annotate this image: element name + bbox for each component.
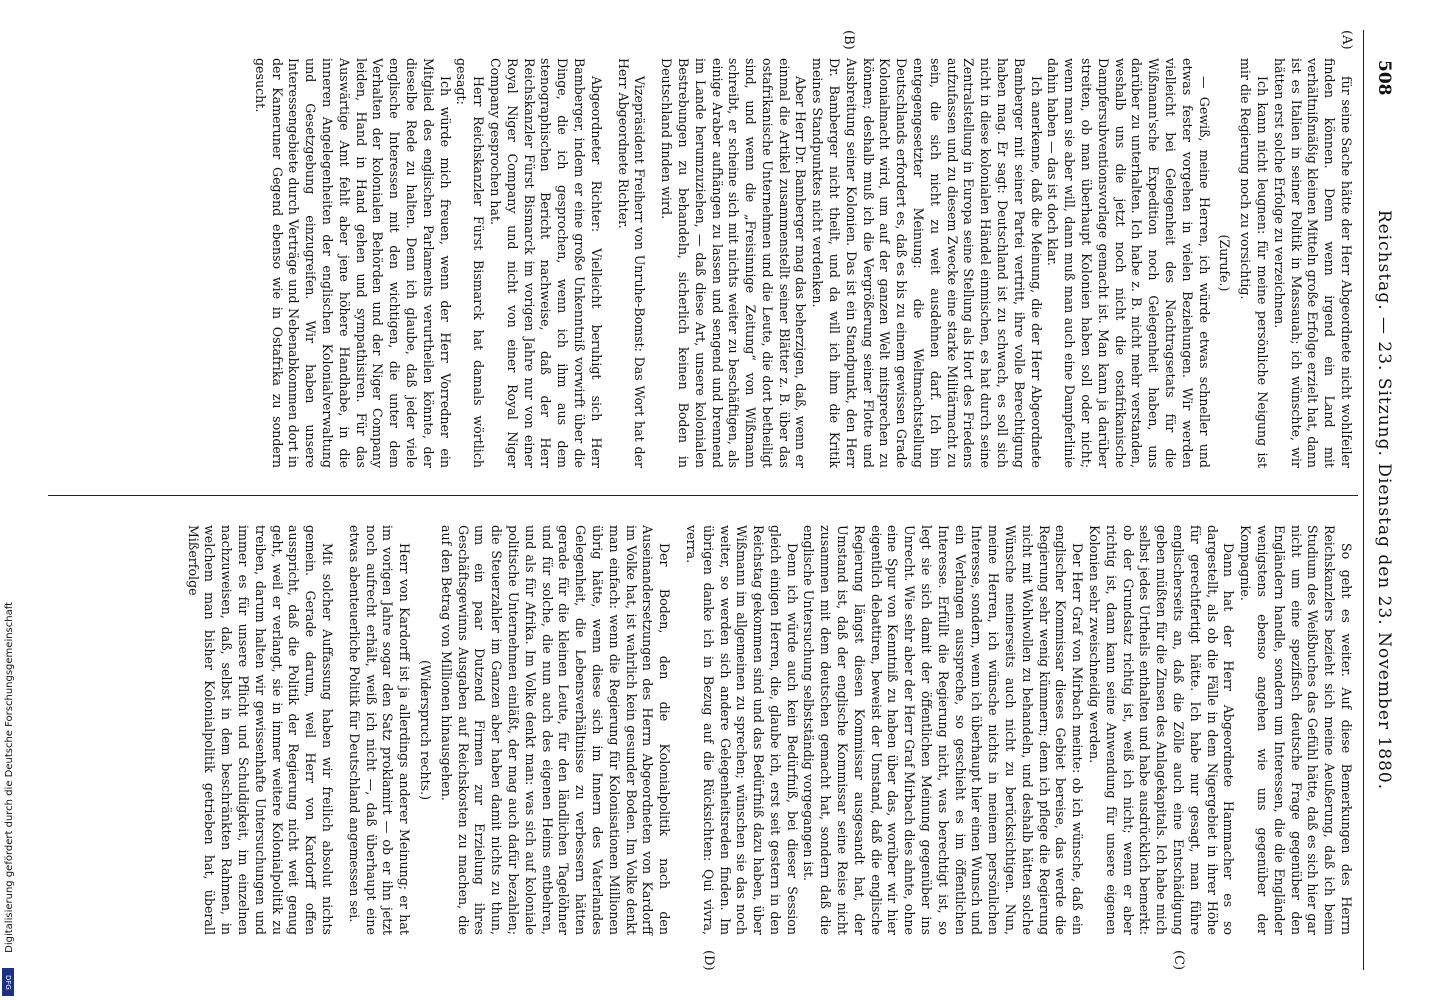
margin-marker-c: (C) (1171, 950, 1186, 971)
left-column-paragraph: Aber Herr Dr. Bamberger mag das beherzigen, daß, wenn er einmal die Artikel zusammenstellt seiner Blätter z. B. über das ostafrikanische Unternehmen und die Leute, die dort betheiligt sind, und wenn die „Freisinnige Zeitung“ von Wißmann schreibt, er scheine sich mit nichts weiter zu beschäftigen, als einige Araber aufhängen zu lassen und sengend und brennend im Lande herumzuziehen, — daß diese Art, unsere kolonialen Bestrebungen zu behandeln, sicherlich keinen Boden in Deutschland finden wird. (659, 58, 809, 468)
left-column-paragraph: (Zurufe.) (1217, 234, 1233, 292)
digitization-note: Digitalisierung gefördert durch die Deutsche Forschungsgemeinschaft (4, 602, 15, 953)
right-column-paragraph: So geht es weiter. Auf diese Bemerkungen des Herrn Reichskanzlers bezieht sich meine Aeußerung, daß ich beim Studium des Weißbuches das Gefühl hätte, daß es sich hier gar nicht um eine spezifisch deutsche Frage gegenüber den Engländern handle, sondern um Interessen, die die Engländer wenigstens ebenso angehen wie uns gegenüber der Kompagnie. (1238, 525, 1354, 935)
left-column-paragraph: Vizepräsident Freiherr von Unruhe-Bomst: Das Wort hat der Herr Abgeordnete Richter. (615, 58, 648, 468)
right-column (184, 525, 1354, 935)
page-title: Reichstag. — 23. Sitzung. Dienstag den 23. November 1880. (1374, 209, 1394, 791)
right-column-paragraph: Der Herr Graf von Mirbach meinte: ob ich wünsche, daß ein englischer Kommissar dieses Gebiet bereise, das werde die Regierung sehr wenig kümmern; denn ich pflege die Regierung nicht mit Wohlwollen zu behandeln, und deshalb hätten solche Wünsche meinerseits auch nicht zu berücksichtigen. Nun, meine Herren, ich wünsche nichts in meinem persönlichen Interesse, sondern, wenn ich überhaupt hier einen Wunsch und ein Verlangen ausspreche, so geschieht es im öffentlichen Interesse. Erfüllt die Regierung nicht, was berechtigt ist, so legt sie sich damit der öffentlichen Meinung gegenüber ins Unrecht. Wie sehr aber der Herr Graf Mirbach dies ahnte, ohne eine Spur von Kenntniß zu haben über das, worüber wir hier eigentlich debattiren, beweist der Umstand, daß die englische Regierung längst diesen Kommissar ausgesandt hat, der Umstand ist, daß der englische Kommissar seine Reise nicht zusammen mit dem deutschen gemacht hat, sondern daß die englische Untersuchung selbstständig vorgegangen ist. (801, 525, 1086, 935)
right-column-paragraph: (Widerspruch rechts.) (417, 659, 433, 801)
right-column-paragraph: Denn ich würde auch kein Bedürfniß, bei dieser Session gleich einigen Herren, die, glaube ich, erst seit gestern in den Reichstag gekommen sind und das Bedürfniß dazu haben, über Wißmann im allgemeinen zu sprechen; wünschen sie das noch weiter, so werden sich andere Gelegenheitsreden finden. Im übrigen danke ich in Bezug auf die Rücksichten: Qui vivra, verra. (683, 525, 800, 935)
left-column-paragraph: Herr Reichskanzler Fürst Bismarck hat damals wörtlich gesagt: (454, 58, 487, 468)
margin-marker-d: (D) (701, 950, 716, 971)
right-column-paragraph: Dann hat der Herr Abgeordnete Hammacher es so dargestellt, als ob die Fälle in dem Nigergebiet in ihrer Höhe für gerechtfertigt hätte. Ich habe nur gesagt, man führe englischerseits an, daß die Zölle auch eine Entschädigung geben müßten für die Zinsen des Anlagekapitals. Ich habe mich selbst jedes Urtheils enthalten und habe ausdrücklich bemerkt: ob der Grundsatz richtig ist, weiß ich nicht; wenn er aber richtig ist, dann kann seine Anwendung für unsere eigenen Kolonien sehr zweischneidig werden. (1087, 525, 1237, 935)
left-column-paragraph: Ich kann nicht leugnen: für meine persönliche Neigung ist mir die Regierung noch zu vorsichtig. (1238, 58, 1271, 468)
right-column-paragraph: Der Boden, den die Kolonialpolitik nach den Auseinandersetzungen des Herrn Abgeordneten von Kardorff im Volke hat, ist wahrlich kein gesunder Boden. Im Volke denkt man einfach: wenn die Regierung für Kolonisationen Millionen übrig hätte, wenn diese sich im Innern des Vaterlandes Gelegenheit, die Lebensverhältnisse zu verbessern hätten gerade für die kleinen Leute, für den ländlichen Tagelöhner und für solche, die nun auch des eigenen Heims entbehren, und als für Afrika. Im Volke denkt man: was sich auf koloniale politische Unternehmen einläßt, der mag auch dafür bezahlen; die Steuerzahler im Ganzen aber haben damit nichts zu thun, um ein paar Dutzend Firmen zur Erzielung ihres Geschäftsgewinns Ausgaben auf Reichskosten zu machen, die auf den Betrag von Millionen hinausgehen. (438, 525, 673, 935)
left-column-paragraph: Ich anerkenne, daß die Meinung, die der Herr Abgeordnete Bamberger mit seiner Partei vertritt, ihre volle Berechtigung haben mag. Er sagt: Deutschland ist zu schwach, es soll sich nicht in diese kolonialen Händel einmischen, es hat durch seine Zentralstellung in Europa seine Stellung als Hort des Friedens aufzufassen und zu diesem Zwecke eine starke Militärmacht zu sein, die sich nicht zu weit ausdehnen darf. Ich bin entgegengesetzter Meinung: die Weltmachtstellung Deutschlands erfordert es, daß es bis zu einem gewissen Grade Kolonialmacht wird, um auf der ganzen Welt mitsprechen zu können; deshalb muß ich die Vergrößerung seiner Flotte und Ausbreitung seiner Kolonien. Das ist ein Standpunkt, den Herr Dr. Bamberger nicht theilt, und da will ich ihm die Kritik meines Standpunktes nicht verdenken. (810, 58, 1044, 468)
document-page (16, 0, 1416, 1000)
header-rule (1363, 30, 1364, 970)
left-column-paragraph: Ich würde mich freuen, wenn der Herr Vorredner ein Mitglied des englischen Parlaments verurtheilen könnte, der dieselbe Rede zu halten. Denn ich glaube, daß jeder viele englische Interessen mit den wichtigen, die unter dem Verhalten der kolonialen Behörden und der Niger Company leiden, Hand in Hand gehen und sympathisiren. Für das Auswärtige Amt fehlt aber jene höhere Handhabe, in die inneren Angelegenheiten der englischen Kolonialverwaltung und Gesetzgebung einzugreifen. Wir haben unsere Interessengebiete durch Verträge und Nebenabkommen dort in der Kameruner Gegend ebenso wie in Ostafrika zu sondern gesucht. (252, 58, 453, 468)
right-column-paragraph: Mit solcher Auffassung haben wir freilich absolut nichts gemein. Gerade darum, weil Herr von Kardorff offen ausspricht, daß die Politik der Regierung nicht weit genug geht, weil er verlangt, sie in immer weitere Kolonialpolitik zu treiben, darum halten wir gewissenhafte Untersuchungen und immer es für unsere Pflicht und Schuldigkeit, im einzelnen nachzuweisen, daß, selbst in dem beschränkten Rahmen, in welchem man bisher Kolonialpolitik getrieben hat, überall Mißerfolge (185, 525, 335, 935)
right-column-paragraph: Herr von Kardorff ist ja allerdings anderer Meinung; er hat im vorigen Jahre sogar den Satz proklamirt — ob er ihn jetzt noch aufrecht erhält, weiß ich nicht —, daß überhaupt eine etwas abenteuerliche Politik für Deutschland angemessen sei. (346, 525, 413, 935)
left-column-paragraph: für seine Sache hätte der Herr Abgeordnete nicht wohlfeiler finden können. Denn wenn irgend ein Land mit verhältnißmäßig kleinen Mitteln große Erfolge erzielt hat, dann ist es Italien in seiner Politik in Massauah; ich wünschte, wir hätten erst solche Erfolge zu verzeichnen. (1271, 58, 1354, 468)
page-number: 508 (1374, 60, 1394, 96)
left-column (251, 58, 1354, 468)
dfg-logo: DFG (2, 968, 14, 996)
column-divider (48, 495, 1358, 496)
page-header (1364, 60, 1394, 940)
margin-marker-a: (A) (1339, 30, 1354, 50)
margin-marker-b: (B) (841, 30, 856, 50)
left-column-paragraph: — Gewiß, meine Herren, ich würde etwas schneller und etwas fester vorgehen in vielen Beziehungen. Wir werden vielleicht bei Gelegenheit des Nachtragsetats für die Wißmann'sche Expedition noch Gelegenheit haben, uns darüber zu unterhalten. Ich habe z. B. nicht mehr verstanden, weshalb uns die jetzt noch nicht die ostafrikanische Dampfersubventionsvorlage gemacht ist. Man kann ja darüber streiten, ob man überhaupt Kolonien haben soll oder nicht; wenn man sie aber will, dann muß man auch eine Dampferlinie dahin haben — das ist doch klar. (1045, 58, 1212, 468)
left-column-paragraph: Abgeordneter Richter: Vielleicht beruhigt sich Herr Bamberger, indem er eine große Unkenntniß vorwirft über die Dinge, die ich gesprochen, wenn ich ihm aus dem stenographischen Bericht nachweise, daß der Herr Reichskanzler Fürst Bismarck im vorigen Jahre nur von einer Royal Niger Company und nicht von einer Royal Niger Company gesprochen hat. (487, 58, 604, 468)
